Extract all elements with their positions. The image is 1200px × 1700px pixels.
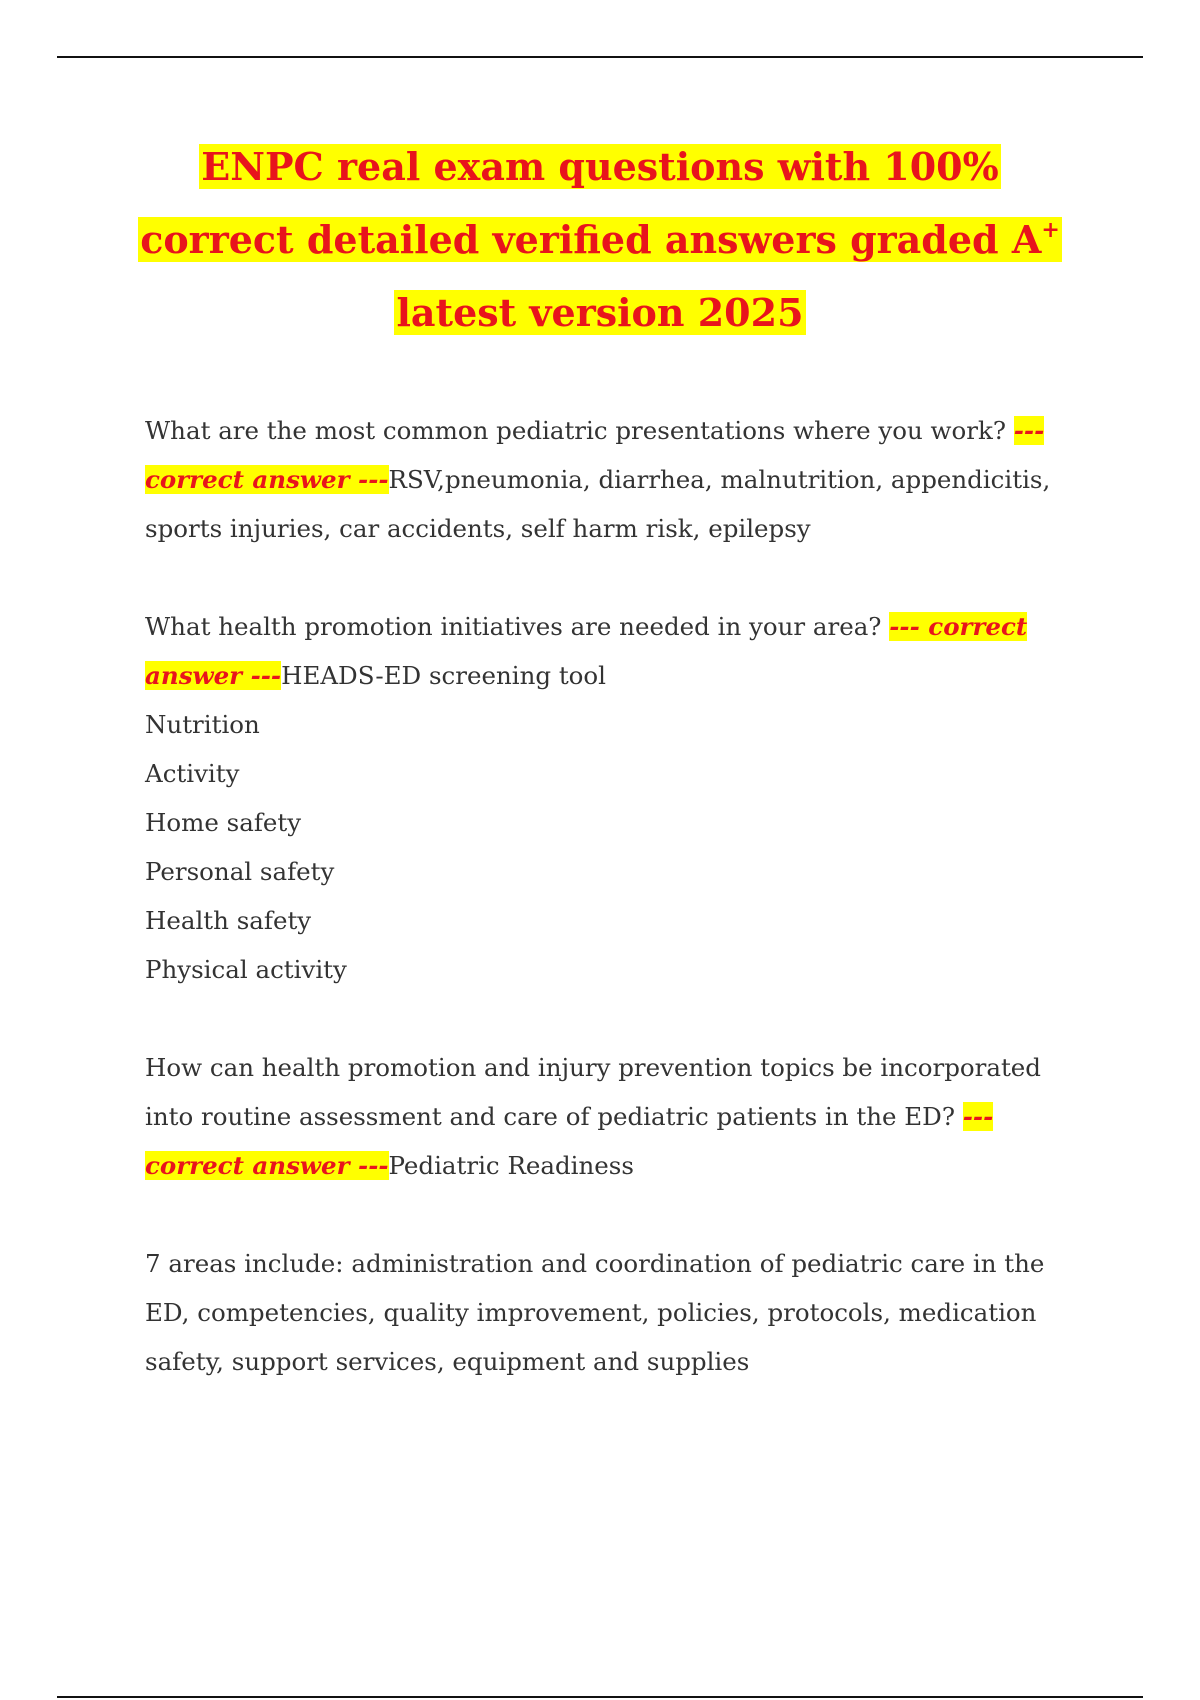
list-item: Personal safety [145, 857, 335, 886]
title-line-3: latest version 2025 [396, 290, 804, 335]
list-item: Nutrition [145, 710, 260, 739]
qa-item-2 [145, 602, 1095, 994]
correct-answer-marker: --- correct answer --- [145, 1102, 994, 1180]
answer-text: Pediatric Readiness [388, 1151, 634, 1180]
bottom-rule [57, 1696, 1143, 1698]
title-line-1: ENPC real exam questions with 100% [201, 144, 999, 189]
top-rule [57, 56, 1143, 58]
question-text: What health promotion initiatives are needed in your area? [145, 612, 882, 641]
list-item: Physical activity [145, 955, 347, 984]
question-text: What are the most common pediatric presentations where you work? [145, 416, 1006, 445]
list-item: Health safety [145, 906, 312, 935]
answer-text: RSV,pneumonia, diarrhea, malnutrition, appendicitis, sports injuries, car accidents, self harm risk, epilepsy [145, 465, 1051, 543]
list-item: Home safety [145, 808, 302, 837]
document-body [145, 406, 1095, 1435]
list-item: Activity [145, 759, 240, 788]
question-text: How can health promotion and injury prevention topics be incorporated into routine assessment and care of pediatric patients in the ED? [145, 1053, 1041, 1131]
paragraph-seven-areas: 7 areas include: administration and coordination of pediatric care in the ED, competencies, quality improvement, policies, protocols, medication safety, support services, equipment and supplies [145, 1249, 1045, 1376]
title-grade-sup: + [1041, 217, 1060, 243]
qa-item-3 [145, 1043, 1095, 1190]
title-line-2 [138, 217, 1062, 262]
document-title [60, 130, 1140, 349]
correct-answer-marker: --- correct answer --- [145, 416, 1045, 494]
answer-text: HEADS-ED screening tool [281, 661, 607, 690]
correct-answer-marker: --- correct answer --- [145, 612, 1028, 690]
qa-item-1 [145, 406, 1095, 553]
title-line-2-text: correct detailed verified answers graded A [140, 217, 1042, 262]
